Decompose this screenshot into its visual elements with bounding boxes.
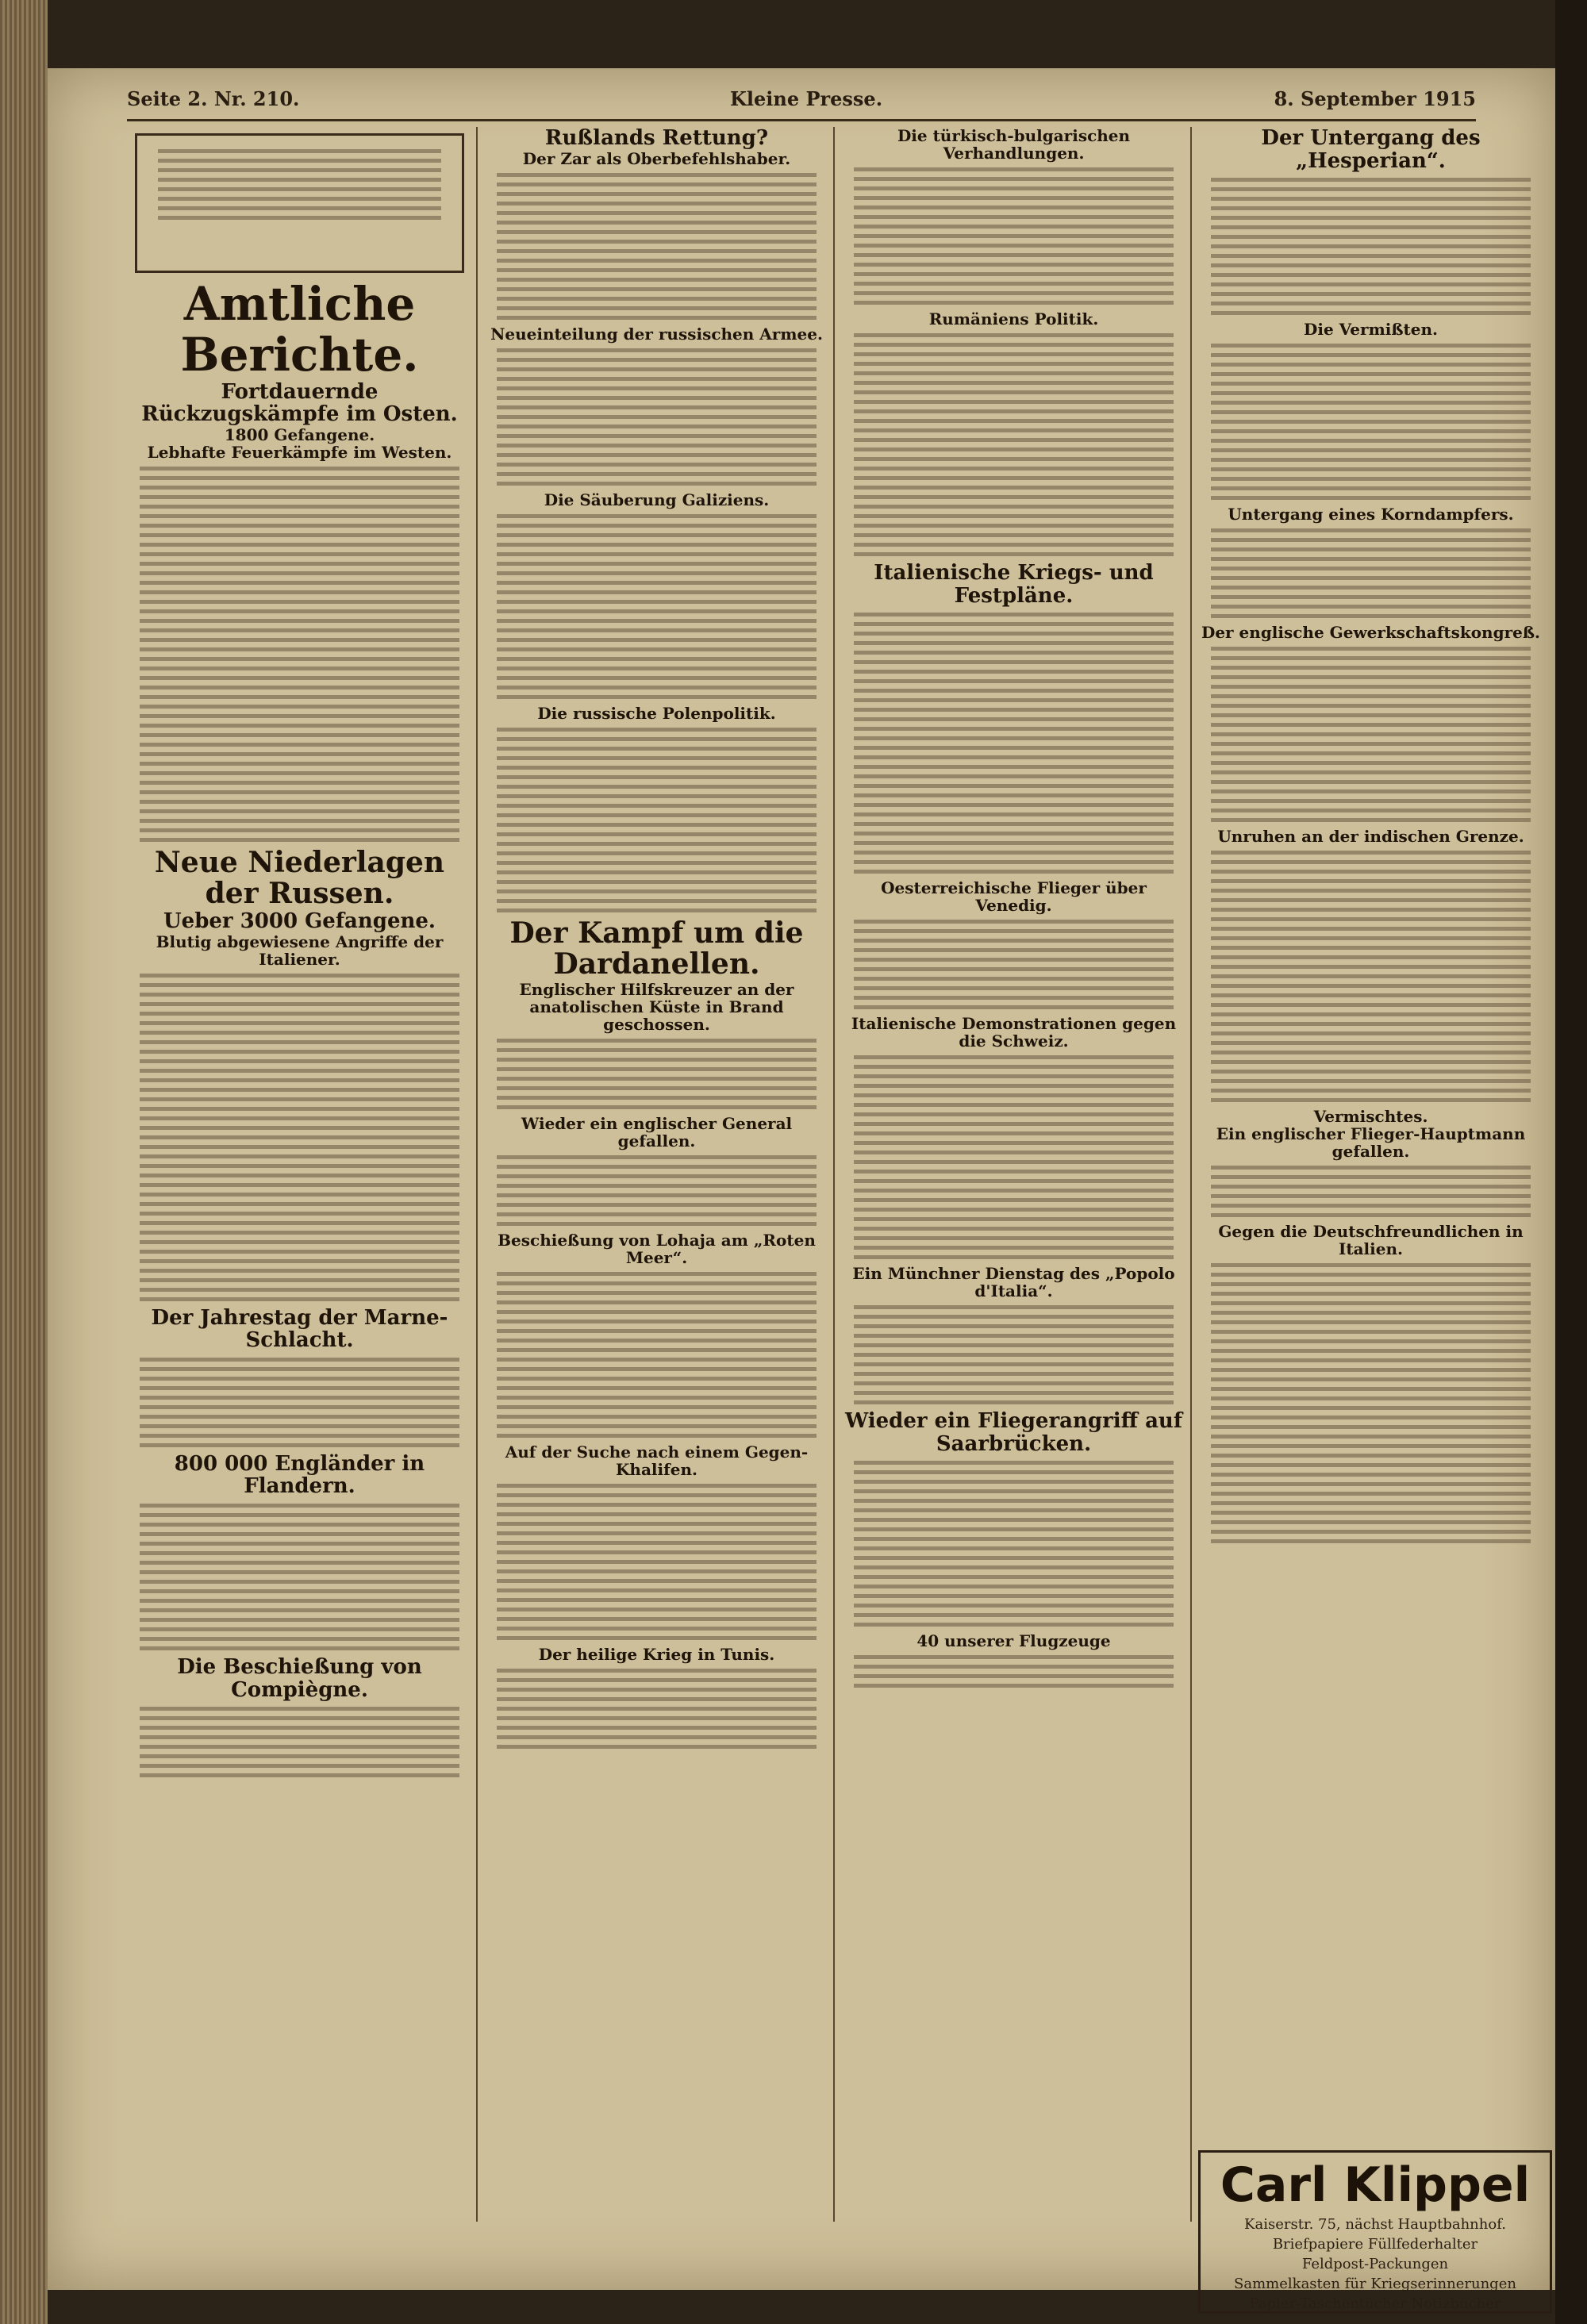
- headline: Neueinteilung der russischen Armee.: [490, 324, 823, 344]
- headline: Ein Münchner Dienstag des „Popolo d'Italia“.: [852, 1264, 1175, 1301]
- headline: Oesterreichische Flieger über Venedig.: [881, 878, 1147, 916]
- subheadline: Der Zar als Oberbefehlshaber.: [522, 148, 791, 168]
- headline: Beschießung von Lohaja am „Roten Meer“.: [498, 1230, 816, 1267]
- headline: Wieder ein englischer General gefallen.: [521, 1113, 793, 1150]
- headline: Wieder ein Fliegerangriff auf Saarbrücken.: [844, 1409, 1182, 1456]
- subheadline: Lebhafte Feuerkämpfe im Westen.: [147, 442, 452, 462]
- epigraph-box: [135, 133, 464, 273]
- headline: Der heilige Krieg in Tunis.: [538, 1644, 775, 1664]
- column-3: [841, 127, 1186, 2222]
- headline: Unruhen an der indischen Grenze.: [1217, 827, 1524, 847]
- headline: Untergang eines Korndampfers.: [1228, 505, 1514, 524]
- headline: Ein englischer Flieger-Hauptmann gefallen.: [1216, 1124, 1526, 1162]
- advertisement: [1198, 2150, 1552, 2314]
- headline: Gegen die Deutschfreundlichen in Italien.: [1218, 1222, 1524, 1259]
- headline: Der englische Gewerkschaftskongreß.: [1201, 623, 1540, 643]
- subheadline: Englischer Hilfskreuzer an der anatolischen Küste in Brand geschossen.: [519, 979, 794, 1034]
- issue-date: 8. September 1915: [1274, 87, 1476, 110]
- page-number: Seite 2. Nr. 210.: [127, 87, 300, 110]
- column-1: [127, 127, 472, 2222]
- paper-title: Kleine Presse.: [730, 87, 883, 110]
- advertiser-address: Kaiserstr. 75, nächst Hauptbahnhof.: [1244, 2216, 1506, 2233]
- headline: Die russische Polenpolitik.: [537, 703, 776, 723]
- headline: Neue Niederlagen der Russen.: [154, 845, 445, 911]
- subheadline: 1800 Gefangene.: [224, 424, 375, 444]
- ad-line: Feldpost-Packungen: [1301, 2256, 1449, 2272]
- headline: Die Vermißten.: [1304, 320, 1438, 340]
- headline: Auf der Suche nach einem Gegen-Khalifen.: [505, 1442, 809, 1479]
- headline: 800 000 Engländer in Flandern.: [174, 1451, 425, 1499]
- masthead-line: [127, 87, 1476, 119]
- headline: Rumäniens Politik.: [928, 309, 1099, 328]
- section-title: Amtliche Berichte.: [180, 277, 419, 382]
- advertiser-name: Carl Klippel: [1220, 2157, 1531, 2213]
- headline: Der Untergang des „Hesperian“.: [1261, 126, 1481, 173]
- column-rule: [833, 127, 835, 2222]
- dark-right-edge: [1555, 0, 1587, 2324]
- column-4: [1198, 127, 1543, 2222]
- headline: Die türkisch-bulgarischen Verhandlungen.: [897, 126, 1131, 163]
- headline: Rußlands Rettung?: [544, 126, 769, 150]
- headline: Italienische Kriegs- und Festpläne.: [874, 561, 1154, 608]
- headline: Der Jahrestag der Marne-Schlacht.: [151, 1305, 448, 1353]
- headline: Der Kampf um die Dardanellen.: [509, 916, 804, 981]
- headline: Italienische Demonstrationen gegen die Schweiz.: [851, 1014, 1177, 1051]
- column-rule: [476, 127, 478, 2222]
- ad-line: Papier-Taschentücher Notizbücher: [1249, 2295, 1501, 2312]
- headline: Die Beschießung von Compiègne.: [177, 1654, 422, 1702]
- subheadline: Blutig abgewiesene Angriffe der Italiener.: [156, 932, 444, 969]
- headline: Vermischtes.: [1313, 1107, 1428, 1127]
- headline: Die Säuberung Galiziens.: [544, 490, 770, 509]
- book-spine-edge: [0, 0, 48, 2324]
- ad-line: Sammelkasten für Kriegserinnerungen: [1234, 2276, 1516, 2292]
- column-2: [484, 127, 829, 2222]
- subheadline: 40 unserer Flugzeuge: [916, 1631, 1111, 1651]
- headline: Fortdauernde Rückzugskämpfe im Osten.: [141, 379, 458, 427]
- header-rule: [127, 119, 1476, 121]
- subheadline: Ueber 3000 Gefangene.: [163, 908, 436, 933]
- column-rule: [1190, 127, 1192, 2222]
- ad-line: Briefpapiere Füllfederhalter: [1272, 2236, 1478, 2253]
